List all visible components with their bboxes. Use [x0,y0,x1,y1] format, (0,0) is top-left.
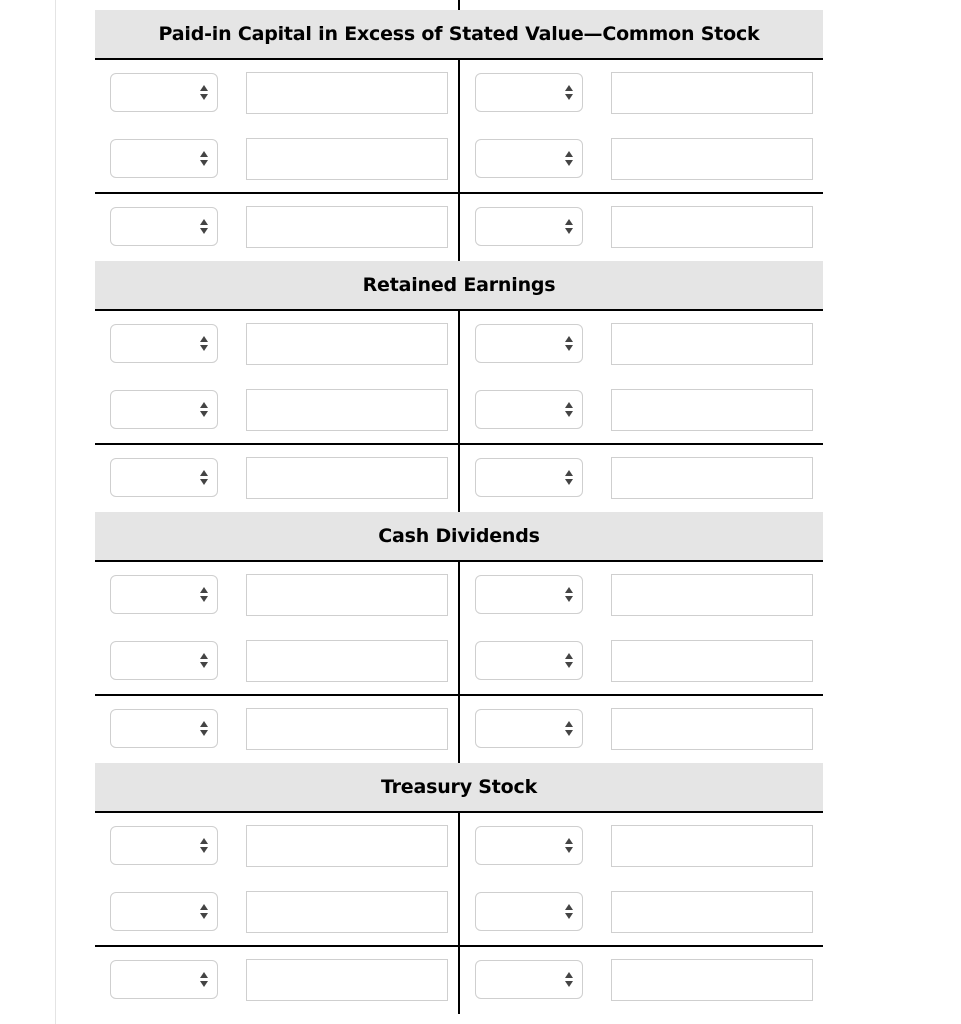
debit-amount-input[interactable] [246,323,448,365]
debit-amount-input[interactable] [246,825,448,867]
up-down-arrows-icon [200,721,208,737]
balance-row [460,959,823,1001]
debit-side [95,813,458,1014]
up-down-arrows-icon [565,85,573,101]
t-account-title: Treasury Stock [95,763,823,813]
debit-amount-input[interactable] [246,389,448,431]
debit-reference-select[interactable] [110,575,218,614]
up-down-arrows-icon [565,653,573,669]
up-down-arrows-icon [565,721,573,737]
up-down-arrows-icon [565,587,573,603]
up-down-arrows-icon [200,470,208,486]
entry-row [460,891,823,933]
debit-reference-select[interactable] [110,139,218,178]
entry-row [95,640,458,682]
entry-row [460,640,823,682]
t-account-balance-rule [95,694,823,696]
t-account-cash-dividends [95,512,823,763]
debit-reference-select[interactable] [110,826,218,865]
up-down-arrows-icon [200,587,208,603]
credit-reference-select[interactable] [475,390,583,429]
up-down-arrows-icon [200,653,208,669]
t-account-paid-in-capital-in-excess-of-stated-value-common-stock [95,10,823,261]
credit-amount-input[interactable] [611,389,813,431]
credit-amount-input[interactable] [611,323,813,365]
credit-amount-input[interactable] [611,825,813,867]
t-account-balance-rule [95,192,823,194]
credit-reference-select[interactable] [475,324,583,363]
credit-reference-select[interactable] [475,960,583,999]
debit-amount-input[interactable] [246,206,448,248]
up-down-arrows-icon [565,151,573,167]
balance-row [95,959,458,1001]
credit-reference-select[interactable] [475,139,583,178]
up-down-arrows-icon [200,972,208,988]
t-account-title: Retained Earnings [95,261,823,311]
up-down-arrows-icon [200,904,208,920]
debit-reference-select[interactable] [110,390,218,429]
balance-row [95,206,458,248]
t-account-balance-rule [95,945,823,947]
debit-side [95,311,458,512]
credit-amount-input[interactable] [611,891,813,933]
debit-reference-select[interactable] [110,324,218,363]
entry-row [95,891,458,933]
entry-row [460,72,823,114]
credit-amount-input[interactable] [611,708,813,750]
credit-reference-select[interactable] [475,892,583,931]
credit-amount-input[interactable] [611,138,813,180]
t-account-vertical-rule [458,813,460,1014]
debit-reference-select[interactable] [110,641,218,680]
entry-row [460,389,823,431]
debit-amount-input[interactable] [246,891,448,933]
up-down-arrows-icon [200,336,208,352]
credit-amount-input[interactable] [611,574,813,616]
previous-t-account-vertical-rule [458,0,460,10]
t-account-retained-earnings [95,261,823,512]
entry-row [95,574,458,616]
t-account-body [95,311,823,512]
content-left-border [55,0,56,1024]
up-down-arrows-icon [200,402,208,418]
debit-amount-input[interactable] [246,457,448,499]
entry-row [95,825,458,867]
debit-reference-select[interactable] [110,207,218,246]
entry-row [460,825,823,867]
debit-reference-select[interactable] [110,709,218,748]
t-account-body [95,60,823,261]
debit-reference-select[interactable] [110,458,218,497]
up-down-arrows-icon [565,336,573,352]
credit-amount-input[interactable] [611,959,813,1001]
balance-row [95,457,458,499]
debit-side [95,60,458,261]
credit-amount-input[interactable] [611,640,813,682]
debit-amount-input[interactable] [246,72,448,114]
debit-side [95,562,458,763]
up-down-arrows-icon [200,838,208,854]
credit-reference-select[interactable] [475,641,583,680]
entry-row [95,323,458,365]
up-down-arrows-icon [565,219,573,235]
up-down-arrows-icon [565,402,573,418]
debit-reference-select[interactable] [110,960,218,999]
entry-row [95,72,458,114]
credit-side [460,311,823,512]
credit-amount-input[interactable] [611,457,813,499]
debit-amount-input[interactable] [246,138,448,180]
credit-reference-select[interactable] [475,458,583,497]
debit-amount-input[interactable] [246,708,448,750]
t-account-treasury-stock [95,763,823,1014]
balance-row [460,457,823,499]
credit-side [460,60,823,261]
credit-side [460,813,823,1014]
up-down-arrows-icon [565,838,573,854]
entry-row [95,389,458,431]
credit-reference-select[interactable] [475,575,583,614]
t-account-vertical-rule [458,311,460,512]
credit-reference-select[interactable] [475,709,583,748]
debit-amount-input[interactable] [246,640,448,682]
entry-row [460,323,823,365]
balance-row [95,708,458,750]
t-account-body [95,813,823,1014]
credit-reference-select[interactable] [475,207,583,246]
entry-row [95,138,458,180]
credit-side [460,562,823,763]
balance-row [460,206,823,248]
up-down-arrows-icon [200,151,208,167]
up-down-arrows-icon [565,904,573,920]
credit-reference-select[interactable] [475,826,583,865]
credit-amount-input[interactable] [611,206,813,248]
t-account-body [95,562,823,763]
debit-amount-input[interactable] [246,574,448,616]
credit-amount-input[interactable] [611,72,813,114]
t-account-title: Paid-in Capital in Excess of Stated Value—Common Stock [95,10,823,60]
up-down-arrows-icon [200,85,208,101]
entry-row [460,574,823,616]
t-account-vertical-rule [458,562,460,763]
debit-amount-input[interactable] [246,959,448,1001]
up-down-arrows-icon [200,219,208,235]
debit-reference-select[interactable] [110,892,218,931]
entry-row [460,138,823,180]
balance-row [460,708,823,750]
t-account-balance-rule [95,443,823,445]
up-down-arrows-icon [565,470,573,486]
t-account-title: Cash Dividends [95,512,823,562]
t-account-list [95,10,823,1014]
credit-reference-select[interactable] [475,73,583,112]
t-account-vertical-rule [458,60,460,261]
debit-reference-select[interactable] [110,73,218,112]
up-down-arrows-icon [565,972,573,988]
